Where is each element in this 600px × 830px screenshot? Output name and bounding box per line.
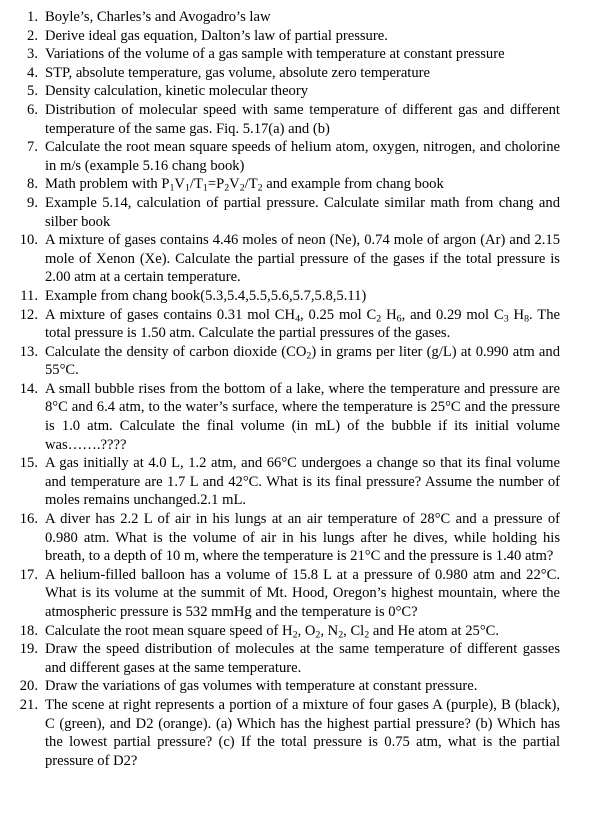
item-number: 7. [27, 139, 38, 156]
item-number: 10. [19, 232, 38, 249]
item-number: 16. [19, 511, 38, 528]
item-number: 13. [19, 343, 38, 360]
item-text: Example from chang book(5.3,5.4,5.5,5.6,5.7,5.8,5.11) [45, 287, 367, 304]
item-text: A diver has 2.2 L of air in his lungs at an air temperature of 28°C and a pressure of 0.980 atm. What is the volume of air in his lungs after he dives, while holding his breath, to a depth of 10 m, where the temperature is 21°C and the pressure is 1.40 atm? [45, 511, 560, 565]
item-text: Example 5.14, calculation of partial pressure. Calculate similar math from chang and silber book [45, 194, 560, 230]
item-text: Calculate the root mean square speed of $H_2$, $O_2$, $N_2$, $Cl_2$ and He atom at 25°C. [45, 622, 500, 641]
list-item [14, 640, 560, 677]
item-number: 2. [27, 27, 38, 44]
list-item [14, 194, 560, 231]
item-text: The scene at right represents a portion of a mixture of four gases A (purple), B (black), C (green), and D2 (orange). (a) Which has the highest partial pressure? (b) Which has the lowest partial pressure? (c) If the total pressure is 0.75 atm, what is the partial pressure of D2? [45, 696, 560, 769]
item-text: Distribution of molecular speed with same temperature of different gas and different temperature of the same gas. Fiq. 5.17(a) and (b) [45, 101, 560, 137]
list-item [14, 306, 560, 343]
item-number: 5. [27, 83, 38, 100]
item-text: Draw the speed distribution of molecules at the same temperature of different gasses and different gases at the same temperature. [45, 641, 560, 676]
item-number: 1. [27, 9, 38, 25]
list-item [14, 175, 560, 194]
item-text: Variations of the volume of a gas sample with temperature at constant pressure [45, 46, 505, 63]
list-item [14, 27, 560, 46]
list-item [14, 231, 560, 287]
item-number: 12. [19, 306, 38, 323]
item-text: STP, absolute temperature, gas volume, absolute zero temperature [45, 64, 430, 81]
item-number: 6. [27, 101, 38, 118]
item-text: A small bubble rises from the bottom of a lake, where the temperature and pressure are 8°C and 6.4 atm, to the water’s surface, where the temperature is 25°C and the pressure is 1.0 atm. Calculate the final volume (in mL) of the bubble if its initial volume was…….???? [45, 380, 560, 453]
list-item [14, 677, 560, 696]
item-text: Derive ideal gas equation, Dalton’s law of partial pressure. [45, 27, 388, 44]
item-number: 3. [27, 46, 38, 63]
item-text: A helium-filled balloon has a volume of 15.8 L at a pressure of 0.980 atm and 22°C. What is its volume at the summit of Mt. Hood, Oregon’s highest mountain, where the atmospheric pressure is 532 mmHg and the temperature is 0°C? [45, 566, 560, 620]
item-text: A mixture of gases contains 4.46 moles of neon (Ne), 0.74 mole of argon (Ar) and 2.15 mole of Xenon (Xe). Calculate the partial pressure of the gases if the total pressure is 2.00 atm at a certain temperature. [45, 232, 560, 286]
list-item [14, 101, 560, 138]
list-item [14, 287, 560, 306]
list-item [14, 45, 560, 64]
item-number: 20. [19, 678, 38, 695]
item-number: 8. [27, 176, 38, 193]
item-text: A gas initially at 4.0 L, 1.2 atm, and 66°C undergoes a change so that its final volume and temperature are 1.7 L and 42°C. What is its final pressure? Assume the number of moles remains unchanged.2.1 mL. [45, 455, 560, 509]
list-item [14, 566, 560, 622]
item-text: Calculate the density of carbon dioxide $(CO_2)$ in grams per liter (g/L) at 0.990 atm and 55°C. [45, 343, 560, 379]
list-item [14, 343, 560, 380]
item-number: 21. [19, 696, 38, 713]
item-text: Draw the variations of gas volumes with temperature at constant pressure. [45, 678, 478, 695]
list-item [14, 138, 560, 175]
list-item [14, 696, 560, 770]
item-text: Boyle’s, Charles’s and Avogadro’s law [45, 9, 271, 25]
item-number: 11. [20, 287, 38, 304]
item-text: A mixture of gases contains 0.31 mol $CH_4$, 0.25 mol $C_2$ $H_6$, and 0.29 mol $C_3$ $H_8$. The total pressure is 1.50 atm. Calculate the partial pressures of the gases. [45, 306, 560, 342]
list-item [14, 8, 560, 27]
item-number: 14. [19, 380, 38, 397]
list-item [14, 510, 560, 566]
item-text: Math problem with $P_1V_1/T_1=P_2V_2/T_2$ and example from chang book [45, 176, 444, 194]
list-item [14, 82, 560, 101]
item-number: 19. [19, 641, 38, 658]
item-text: Calculate the root mean square speeds of helium atom, oxygen, nitrogen, and cholorine in m/s (example 5.16 chang book) [45, 139, 560, 174]
item-number: 9. [27, 194, 38, 211]
item-number: 17. [19, 566, 38, 583]
item-number: 4. [27, 64, 38, 81]
list-item [14, 622, 560, 641]
item-text: Density calculation, kinetic molecular theory [45, 83, 309, 100]
list-item [14, 380, 560, 454]
list-item [14, 454, 560, 510]
question-list [14, 8, 560, 770]
item-number: 18. [19, 622, 38, 639]
item-number: 15. [19, 455, 38, 472]
list-item [14, 64, 560, 83]
